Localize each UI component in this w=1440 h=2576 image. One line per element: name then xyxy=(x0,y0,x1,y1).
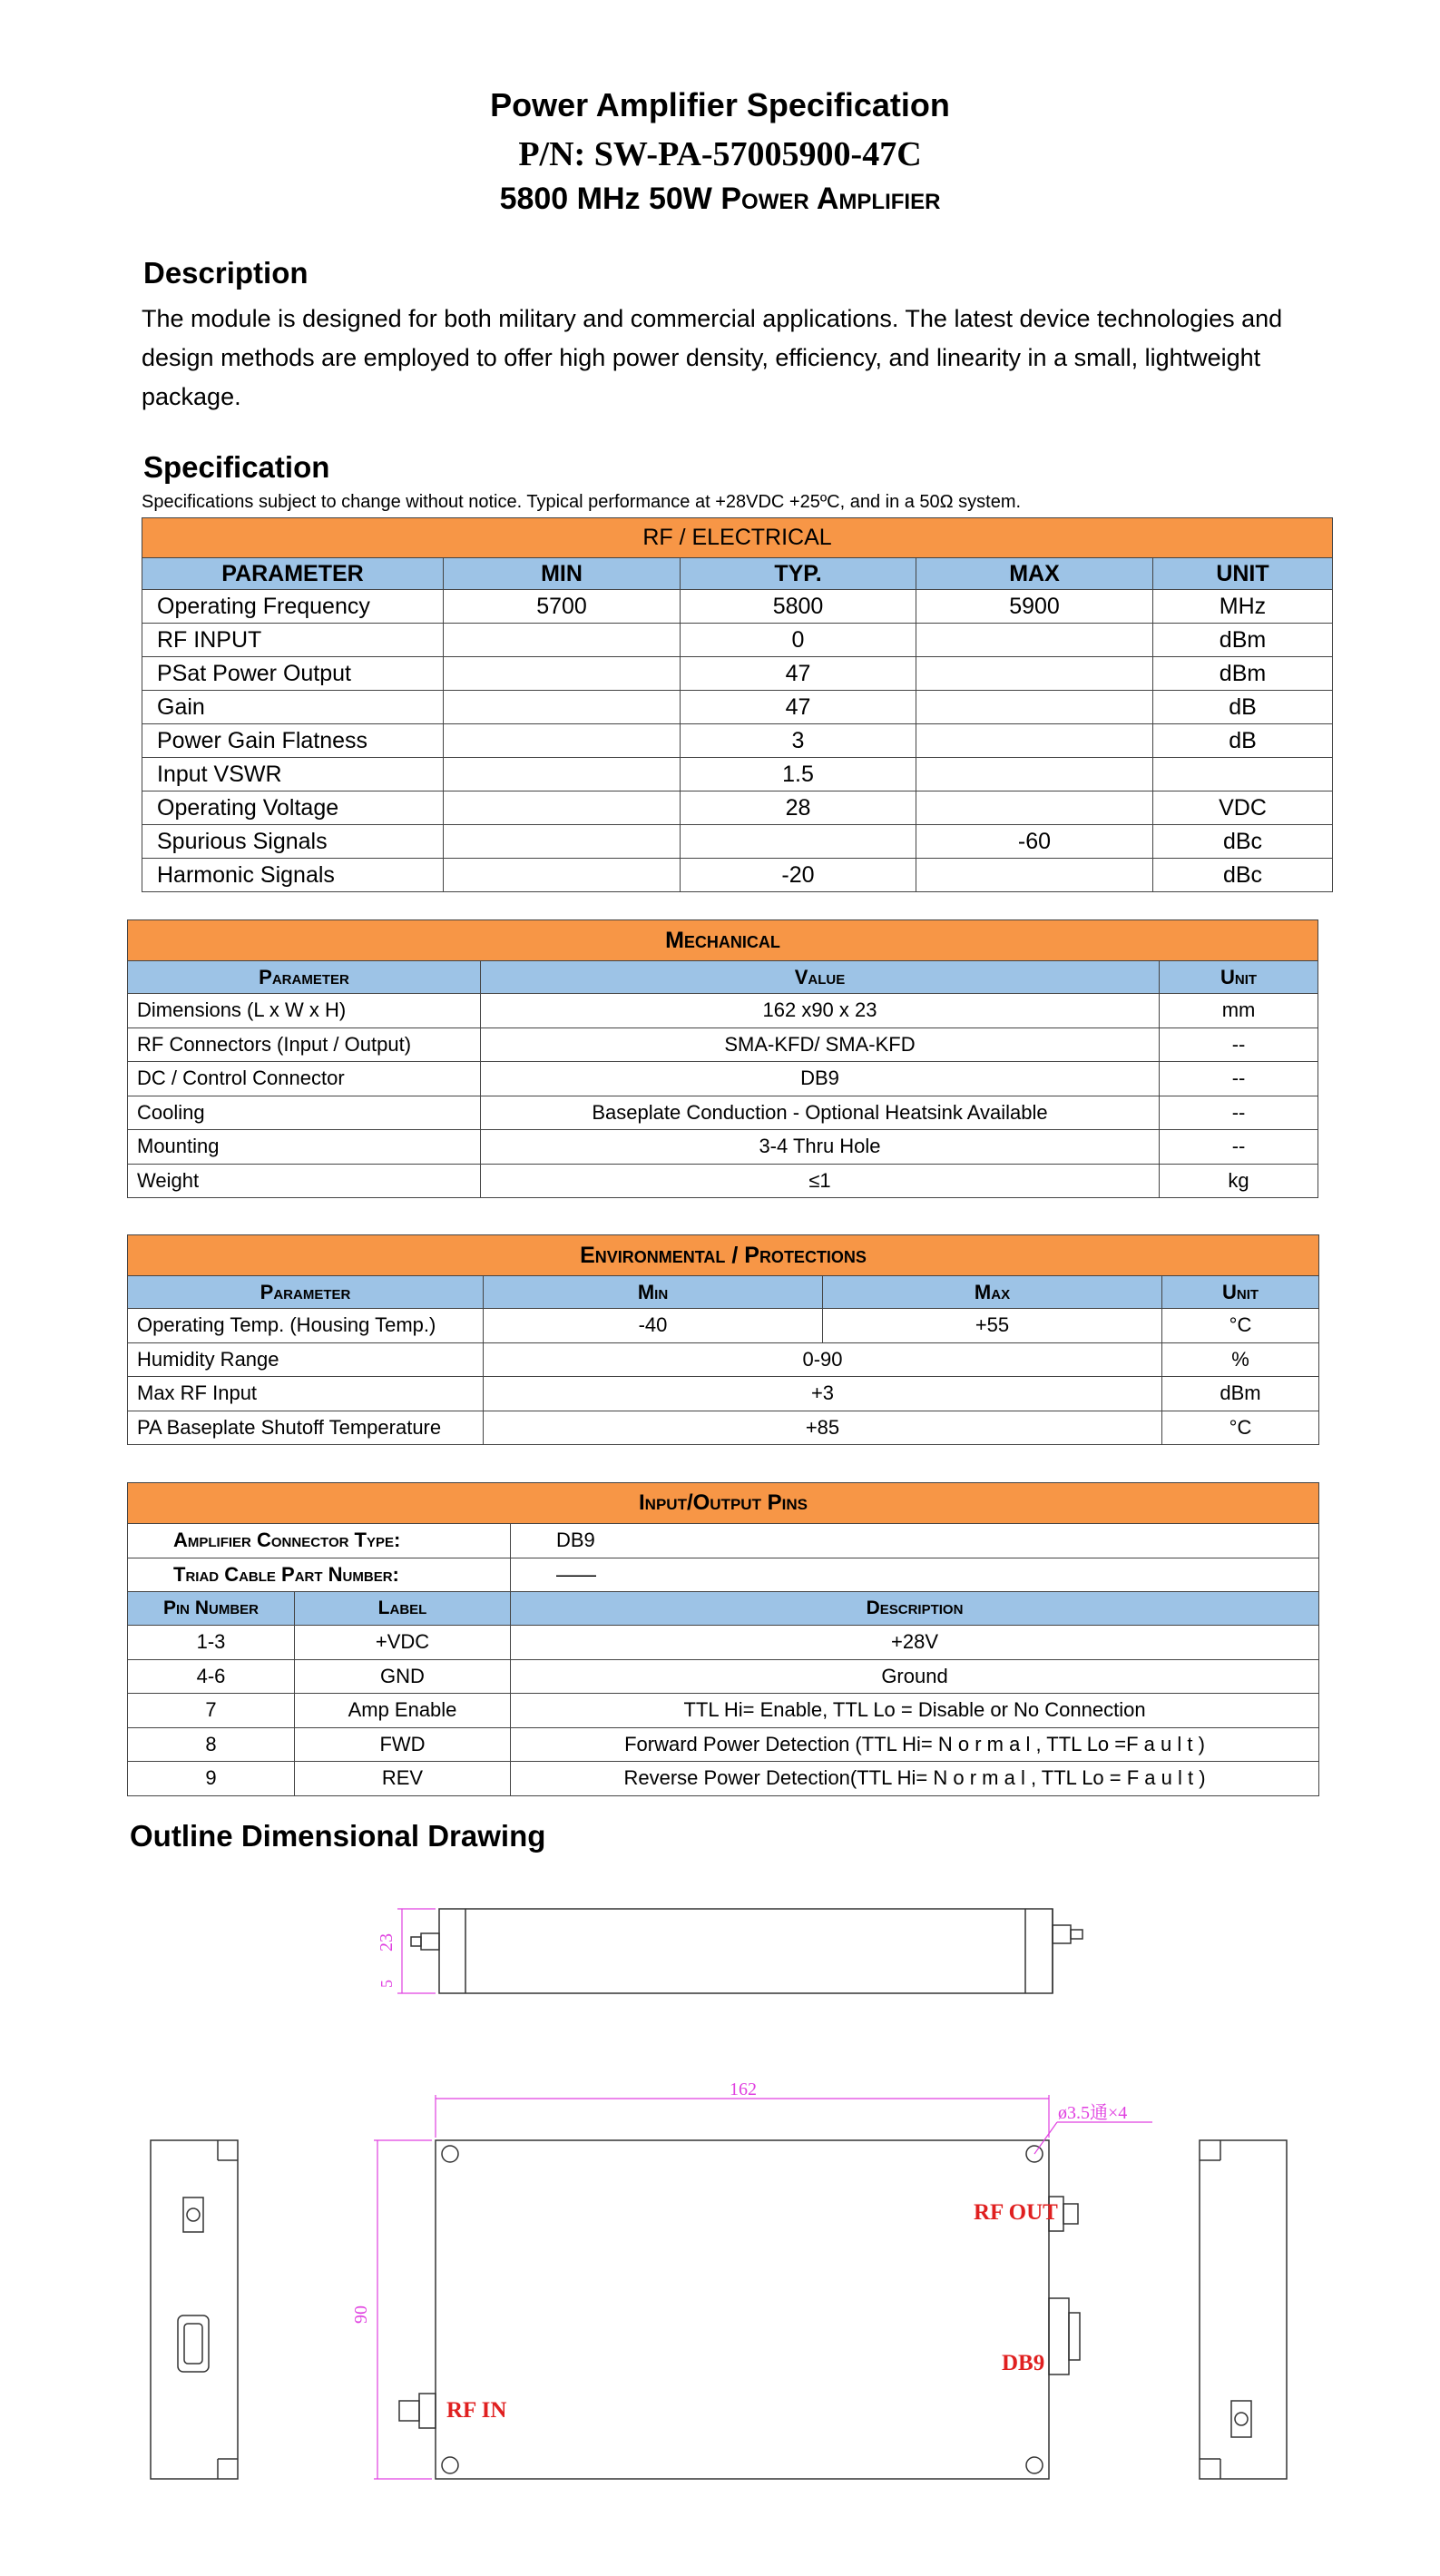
page-title: Power Amplifier Specification xyxy=(490,86,950,123)
table-cell: VDC xyxy=(1153,791,1333,825)
table-cell xyxy=(444,859,681,892)
table-cell: Gain xyxy=(142,691,444,724)
table-cell: SMA-KFD/ SMA-KFD xyxy=(481,1027,1160,1062)
dim-length-label: 162 xyxy=(730,2079,757,2099)
subtitle-smallcaps: Power Amplifier xyxy=(720,182,941,216)
table-cell: -- xyxy=(1160,1096,1318,1130)
mech-header-value: Value xyxy=(481,961,1160,994)
table-cell: GND xyxy=(295,1659,511,1694)
description-line: design methods are employed to offer high power density, efficiency, and linearity in a small, lightweight xyxy=(142,344,1261,371)
db9-label: DB9 xyxy=(1002,2351,1045,2375)
table-cell: dB xyxy=(1153,691,1333,724)
io-table-title: Input/Output Pins xyxy=(128,1483,1319,1524)
table-cell: 4-6 xyxy=(128,1659,295,1694)
table-cell: Cooling xyxy=(128,1096,481,1130)
specification-heading: Specification xyxy=(143,450,330,484)
table-row xyxy=(128,1694,1319,1728)
rf-header-typ: TYP. xyxy=(681,558,916,590)
table-cell xyxy=(916,691,1153,724)
rf-header-unit: UNIT xyxy=(1153,558,1333,590)
table-cell xyxy=(444,657,681,691)
table-cell xyxy=(444,624,681,657)
table-cell: 1.5 xyxy=(681,758,916,791)
description-heading: Description xyxy=(143,256,309,290)
subtitle-main: 5800 MHz 50W xyxy=(499,182,721,216)
outline-drawing xyxy=(0,1870,1440,2505)
description-text xyxy=(142,300,1321,417)
table-cell: TTL Hi= Enable, TTL Lo = Disable or No Connection xyxy=(511,1694,1319,1728)
dim-small-label: 5 xyxy=(377,1980,396,1988)
table-cell: Max RF Input xyxy=(128,1377,484,1411)
table-cell xyxy=(444,758,681,791)
table-cell: +28V xyxy=(511,1626,1319,1660)
table-cell: Weight xyxy=(128,1164,481,1198)
description-line: package. xyxy=(142,383,241,410)
connector-type-value: DB9 xyxy=(511,1524,1319,1558)
left-end-view xyxy=(151,2140,238,2479)
rf-header-min: MIN xyxy=(444,558,681,590)
table-cell: REV xyxy=(295,1762,511,1796)
table-cell: 162 x90 x 23 xyxy=(481,994,1160,1028)
rf-header-max: MAX xyxy=(916,558,1153,590)
table-cell: Harmonic Signals xyxy=(142,859,444,892)
rf-table-title: RF / ELECTRICAL xyxy=(142,518,1333,558)
table-cell: PSat Power Output xyxy=(142,657,444,691)
table-cell: 28 xyxy=(681,791,916,825)
table-cell: dBc xyxy=(1153,825,1333,859)
table-cell: MHz xyxy=(1153,590,1333,624)
table-row xyxy=(128,1342,1319,1377)
io-header-description: Description xyxy=(511,1592,1319,1626)
table-row xyxy=(142,724,1333,758)
table-cell xyxy=(916,624,1153,657)
table-cell xyxy=(444,825,681,859)
table-cell: Operating Temp. (Housing Temp.) xyxy=(128,1309,484,1343)
table-cell: +85 xyxy=(484,1411,1162,1445)
table-cell: Mounting xyxy=(128,1130,481,1165)
table-cell xyxy=(681,825,916,859)
part-number: P/N: SW-PA-57005900-47C xyxy=(518,135,922,173)
table-cell: 9 xyxy=(128,1762,295,1796)
table-row xyxy=(128,1626,1319,1660)
table-cell: +VDC xyxy=(295,1626,511,1660)
table-row xyxy=(142,657,1333,691)
table-cell: DB9 xyxy=(481,1062,1160,1096)
table-cell: Forward Power Detection (TTL Hi= N o r m a l , TTL Lo =F a u l t ) xyxy=(511,1727,1319,1762)
table-cell: 5900 xyxy=(916,590,1153,624)
table-cell: -40 xyxy=(484,1309,823,1343)
table-cell: -- xyxy=(1160,1062,1318,1096)
table-row xyxy=(128,1558,1319,1592)
table-cell: 0 xyxy=(681,624,916,657)
table-cell: PA Baseplate Shutoff Temperature xyxy=(128,1411,484,1445)
table-cell: Baseplate Conduction - Optional Heatsink Available xyxy=(481,1096,1160,1130)
table-cell: °C xyxy=(1162,1309,1319,1343)
table-row xyxy=(142,825,1333,859)
table-cell xyxy=(444,691,681,724)
drawing-heading: Outline Dimensional Drawing xyxy=(130,1819,546,1853)
table-cell: dB xyxy=(1153,724,1333,758)
table-cell: mm xyxy=(1160,994,1318,1028)
io-header-pin: Pin Number xyxy=(128,1592,295,1626)
rf-in-label: RF IN xyxy=(446,2398,507,2423)
table-cell xyxy=(916,791,1153,825)
table-cell: -- xyxy=(1160,1130,1318,1165)
mechanical-table xyxy=(127,919,1318,1198)
mech-header-unit: Unit xyxy=(1160,961,1318,994)
description-line: The module is designed for both military and commercial applications. The latest device technologies and xyxy=(142,305,1283,332)
connector-type-label: Amplifier Connector Type: xyxy=(128,1524,511,1558)
cable-part-label: Triad Cable Part Number: xyxy=(128,1558,511,1592)
page-subtitle xyxy=(0,182,1440,217)
table-cell: FWD xyxy=(295,1727,511,1762)
table-cell: kg xyxy=(1160,1164,1318,1198)
table-cell: RF Connectors (Input / Output) xyxy=(128,1027,481,1062)
table-cell: Spurious Signals xyxy=(142,825,444,859)
table-cell: 47 xyxy=(681,691,916,724)
table-row xyxy=(128,1130,1318,1165)
right-end-view xyxy=(1200,2140,1287,2479)
table-row xyxy=(128,994,1318,1028)
table-cell: Ground xyxy=(511,1659,1319,1694)
table-row xyxy=(142,758,1333,791)
table-cell: dBm xyxy=(1153,657,1333,691)
env-header-min: Min xyxy=(484,1276,823,1309)
table-cell: ≤1 xyxy=(481,1164,1160,1198)
table-cell: +55 xyxy=(823,1309,1162,1343)
table-cell: 7 xyxy=(128,1694,295,1728)
table-cell: 5800 xyxy=(681,590,916,624)
table-cell: -- xyxy=(1160,1027,1318,1062)
rf-header-parameter: PARAMETER xyxy=(142,558,444,590)
table-row xyxy=(128,1411,1319,1445)
dimension-lines xyxy=(374,1909,1152,2479)
environmental-table xyxy=(127,1234,1319,1445)
table-cell xyxy=(916,859,1153,892)
table-cell: Dimensions (L x W x H) xyxy=(128,994,481,1028)
table-cell xyxy=(916,657,1153,691)
table-row xyxy=(128,1309,1319,1343)
hole-note-label: ø3.5通×4 xyxy=(1058,2103,1128,2123)
table-cell: dBm xyxy=(1162,1377,1319,1411)
table-cell: DC / Control Connector xyxy=(128,1062,481,1096)
table-row xyxy=(128,1762,1319,1796)
table-row xyxy=(142,691,1333,724)
table-cell: 0-90 xyxy=(484,1342,1162,1377)
dim-height-label: 23 xyxy=(377,1933,397,1952)
side-view xyxy=(411,1909,1082,1993)
io-header-label: Label xyxy=(295,1592,511,1626)
table-cell: 8 xyxy=(128,1727,295,1762)
table-cell: 47 xyxy=(681,657,916,691)
table-cell: +3 xyxy=(484,1377,1162,1411)
table-cell: -20 xyxy=(681,859,916,892)
table-cell xyxy=(1153,758,1333,791)
table-cell xyxy=(916,724,1153,758)
table-cell: % xyxy=(1162,1342,1319,1377)
table-cell: Input VSWR xyxy=(142,758,444,791)
table-cell: Humidity Range xyxy=(128,1342,484,1377)
env-table-title: Environmental / Protections xyxy=(128,1235,1319,1276)
table-row xyxy=(128,1377,1319,1411)
table-row xyxy=(128,1062,1318,1096)
table-cell: dBm xyxy=(1153,624,1333,657)
cable-part-value: —— xyxy=(511,1558,1319,1592)
table-cell: 1-3 xyxy=(128,1626,295,1660)
table-cell: 5700 xyxy=(444,590,681,624)
table-cell: -60 xyxy=(916,825,1153,859)
table-cell xyxy=(444,791,681,825)
table-row xyxy=(142,859,1333,892)
table-row xyxy=(128,1727,1319,1762)
table-row xyxy=(142,590,1333,624)
table-row xyxy=(128,1096,1318,1130)
table-cell: Operating Voltage xyxy=(142,791,444,825)
table-cell: °C xyxy=(1162,1411,1319,1445)
table-cell xyxy=(444,724,681,758)
table-cell: Amp Enable xyxy=(295,1694,511,1728)
table-cell: Power Gain Flatness xyxy=(142,724,444,758)
table-cell: RF INPUT xyxy=(142,624,444,657)
table-row xyxy=(142,624,1333,657)
top-view xyxy=(399,2140,1080,2479)
rf-out-label: RF OUT xyxy=(974,2200,1058,2225)
table-row xyxy=(128,1027,1318,1062)
dim-width-label: 90 xyxy=(351,2306,371,2324)
table-cell: dBc xyxy=(1153,859,1333,892)
table-cell: Operating Frequency xyxy=(142,590,444,624)
table-row xyxy=(128,1164,1318,1198)
table-cell: 3 xyxy=(681,724,916,758)
io-pins-table xyxy=(127,1482,1319,1796)
specification-note: Specifications subject to change without notice. Typical performance at +28VDC +25ºC, and in a 50Ω system. xyxy=(142,492,1022,512)
table-cell xyxy=(916,758,1153,791)
env-header-unit: Unit xyxy=(1162,1276,1319,1309)
table-row xyxy=(128,1524,1319,1558)
table-row xyxy=(142,791,1333,825)
table-row xyxy=(128,1659,1319,1694)
mech-header-parameter: Parameter xyxy=(128,961,481,994)
table-cell: 3-4 Thru Hole xyxy=(481,1130,1160,1165)
env-header-max: Max xyxy=(823,1276,1162,1309)
rf-electrical-table xyxy=(142,517,1333,892)
table-cell: Reverse Power Detection(TTL Hi= N o r m a l , TTL Lo = F a u l t ) xyxy=(511,1762,1319,1796)
mech-table-title: Mechanical xyxy=(128,920,1318,961)
env-header-parameter: Parameter xyxy=(128,1276,484,1309)
